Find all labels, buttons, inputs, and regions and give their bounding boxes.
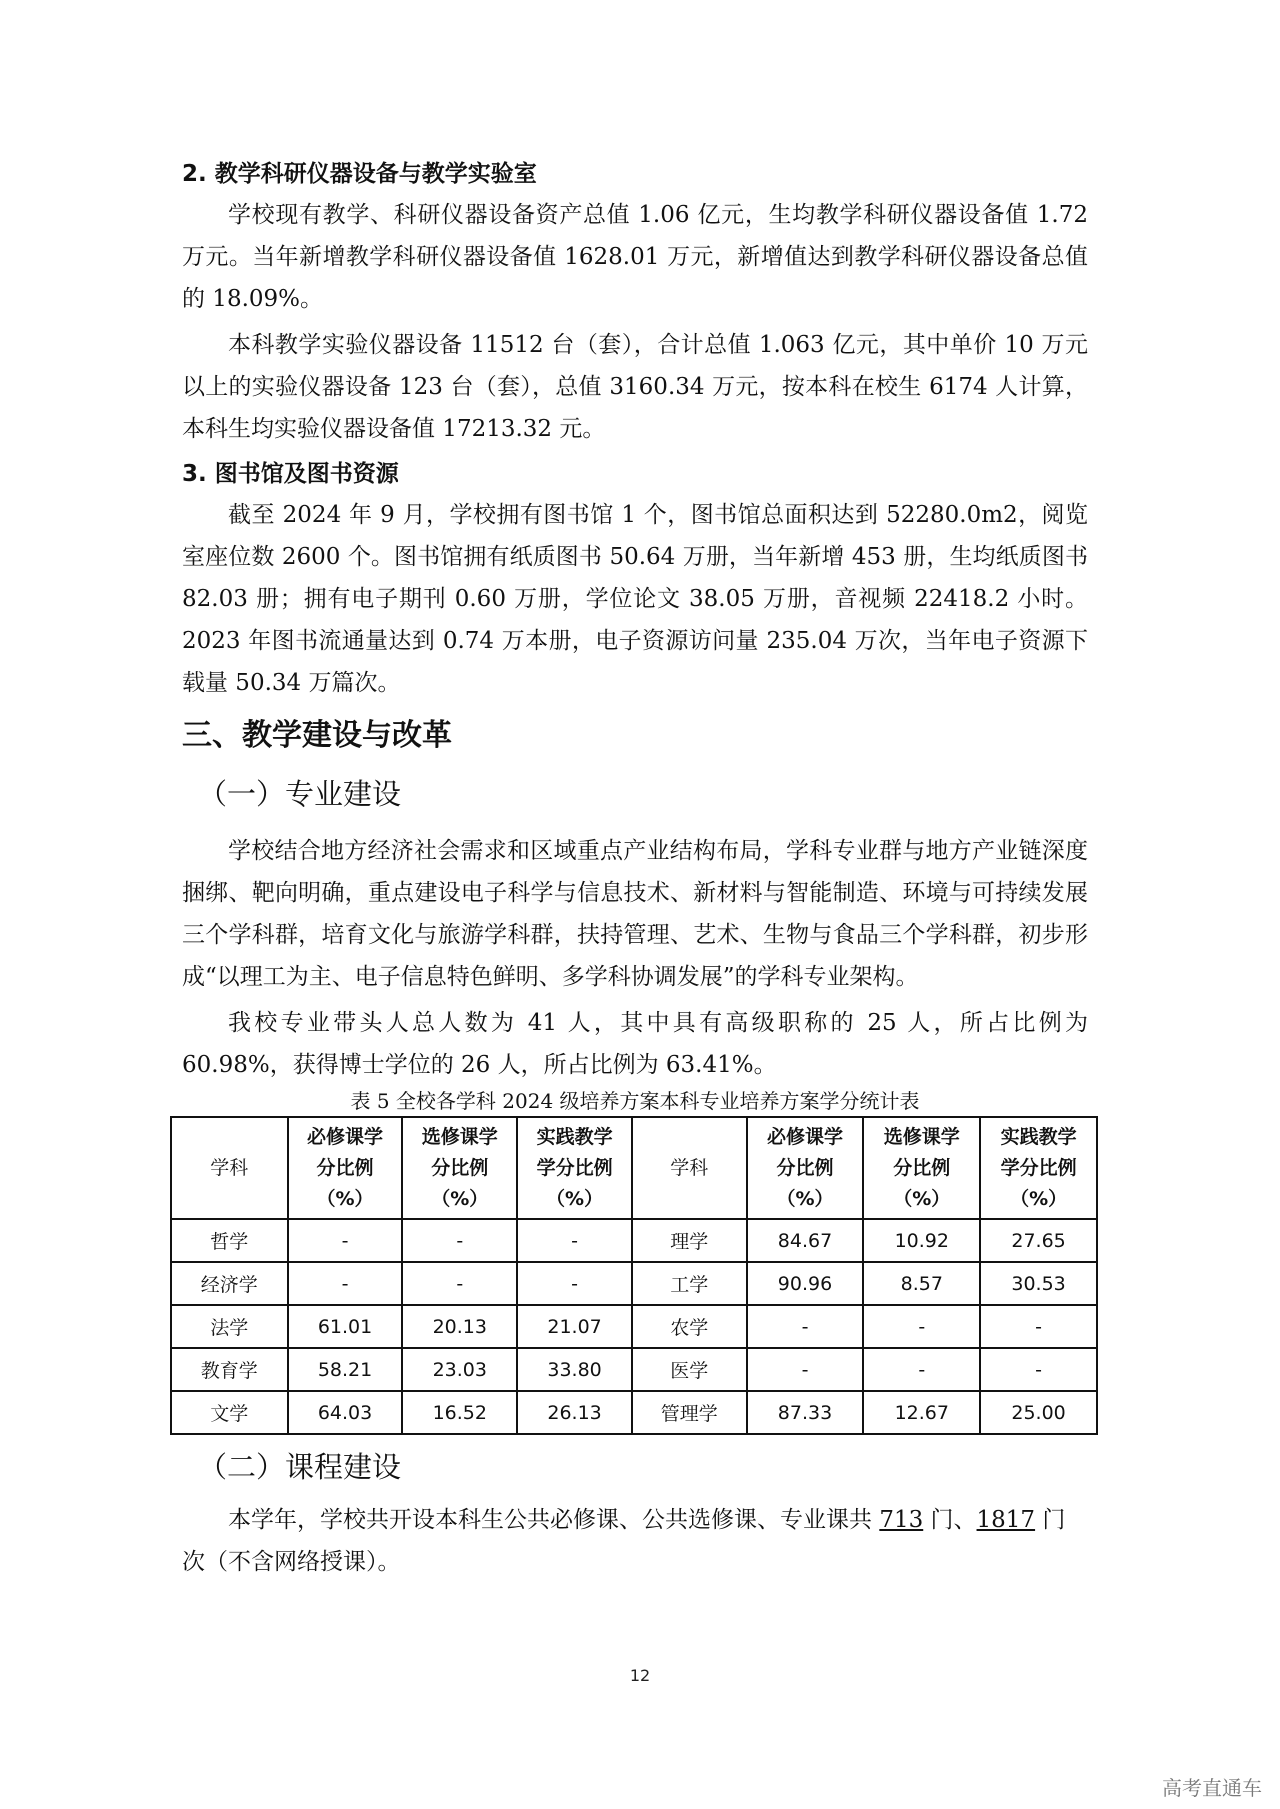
page-number: 12: [629, 1666, 651, 1685]
cell-practice: -: [517, 1262, 632, 1305]
heading-major-construction: （一）专业建设: [198, 777, 402, 811]
course-text-c: 门次（不含网络授课）。: [182, 1507, 1066, 1575]
cell-required: 84.67: [747, 1219, 864, 1262]
cell-practice: 21.07: [517, 1305, 632, 1348]
heading-library: 3. 图书馆及图书资源: [182, 461, 399, 487]
cell-subject: 哲学: [171, 1219, 288, 1262]
cell-elective: -: [863, 1305, 980, 1348]
header-required-line2: 分比例: [776, 1156, 834, 1179]
cell-elective: 20.13: [402, 1305, 517, 1348]
cell-practice: 25.00: [980, 1391, 1097, 1434]
heading-course-construction: （二）课程建设: [198, 1450, 402, 1484]
header-elective-line2: 分比例: [431, 1156, 489, 1179]
header-subject-right: 学科: [632, 1117, 747, 1219]
table-header-row: [171, 1117, 1097, 1219]
cell-elective: -: [402, 1219, 517, 1262]
cell-subject: 理学: [632, 1219, 747, 1262]
cell-required: 61.01: [288, 1305, 403, 1348]
cell-subject: 医学: [632, 1348, 747, 1391]
cell-subject: 法学: [171, 1305, 288, 1348]
cell-required: 64.03: [288, 1391, 403, 1434]
header-elective-right: [863, 1117, 980, 1219]
heading-chapter-3: 三、教学建设与改革: [182, 718, 452, 753]
cell-elective: 10.92: [863, 1219, 980, 1262]
cell-practice: 26.13: [517, 1391, 632, 1434]
cell-practice: -: [517, 1219, 632, 1262]
cell-subject: 教育学: [171, 1348, 288, 1391]
cell-subject: 经济学: [171, 1262, 288, 1305]
table-row: [171, 1391, 1097, 1434]
header-practice-line1: 实践教学: [536, 1125, 613, 1148]
cell-required: 90.96: [747, 1262, 864, 1305]
cell-required: 87.33: [747, 1391, 864, 1434]
table-row: [171, 1262, 1097, 1305]
cell-elective: 23.03: [402, 1348, 517, 1391]
cell-subject: 工学: [632, 1262, 747, 1305]
cell-practice: -: [980, 1348, 1097, 1391]
cell-practice: -: [980, 1305, 1097, 1348]
cell-subject: 农学: [632, 1305, 747, 1348]
cell-required: -: [747, 1348, 864, 1391]
header-required-line1: 必修课学: [766, 1125, 843, 1148]
cell-required: -: [288, 1219, 403, 1262]
cell-elective: 16.52: [402, 1391, 517, 1434]
header-practice-line2: 学分比例: [1000, 1156, 1077, 1179]
cell-required: -: [747, 1305, 864, 1348]
page-content: [182, 150, 1088, 1583]
header-elective-line1: 选修课学: [421, 1125, 498, 1148]
table-row: [171, 1219, 1097, 1262]
cell-practice: 33.80: [517, 1348, 632, 1391]
credits-table: [170, 1116, 1098, 1435]
watermark: 高考直通车: [1162, 1776, 1262, 1800]
header-elective-line2: 分比例: [893, 1156, 951, 1179]
header-unit: （%）: [431, 1187, 489, 1210]
course-count: 713: [879, 1507, 924, 1533]
table-row: [171, 1305, 1097, 1348]
cell-elective: -: [402, 1262, 517, 1305]
session-count: 1817: [976, 1507, 1036, 1533]
header-unit: （%）: [1010, 1187, 1068, 1210]
header-required-line1: 必修课学: [307, 1125, 384, 1148]
table-caption: 表 5 全校各学科 2024 级培养方案本科专业培养方案学分统计表: [350, 1089, 920, 1113]
header-practice-line1: 实践教学: [1000, 1125, 1077, 1148]
header-required-line2: 分比例: [316, 1156, 374, 1179]
course-text-a: 本学年，学校共开设本科生公共必修课、公共选修课、专业课共: [228, 1507, 880, 1533]
header-required-left: [288, 1117, 403, 1219]
cell-elective: 8.57: [863, 1262, 980, 1305]
header-unit: （%）: [316, 1187, 374, 1210]
header-practice-line2: 学分比例: [536, 1156, 613, 1179]
paragraph-library-1: 截至 2024 年 9 月，学校拥有图书馆 1 个，图书馆总面积达到 52280.0m2，阅览室座位数 2600 个。图书馆拥有纸质图书 50.64 万册，当年新增 453 册，生均纸质图书 82.03 册；拥有电子期刊 0.60 万册，学位论文 38.05 万册，音视频 22418.2 小时。2023 年图书流通量达到 0.74 万本册，电子资源访问量 235.04 万次，当年电子资源下载量 50.34 万篇次。: [182, 502, 1089, 696]
cell-elective: 12.67: [863, 1391, 980, 1434]
header-required-right: [747, 1117, 864, 1219]
header-subject-left: 学科: [171, 1117, 288, 1219]
cell-required: 58.21: [288, 1348, 403, 1391]
paragraph-major-2: 我校专业带头人总人数为 41 人，其中具有高级职称的 25 人，所占比例为 60.98%，获得博士学位的 26 人，所占比例为 63.41%。: [182, 1010, 1088, 1078]
header-practice-right: [980, 1117, 1097, 1219]
header-unit: （%）: [776, 1187, 834, 1210]
cell-subject: 文学: [171, 1391, 288, 1434]
cell-practice: 30.53: [980, 1262, 1097, 1305]
paragraph-course-1: [182, 1499, 1088, 1583]
cell-practice: 27.65: [980, 1219, 1097, 1262]
header-unit: （%）: [893, 1187, 951, 1210]
header-unit: （%）: [546, 1187, 604, 1210]
paragraph-equipment-1: 学校现有教学、科研仪器设备资产总值 1.06 亿元，生均教学科研仪器设备值 1.72 万元。当年新增教学科研仪器设备值 1628.01 万元，新增值达到教学科研仪器设备总值的 18.09%。: [182, 202, 1088, 312]
header-elective-line1: 选修课学: [883, 1125, 960, 1148]
cell-elective: -: [863, 1348, 980, 1391]
header-elective-left: [402, 1117, 517, 1219]
cell-subject: 管理学: [632, 1391, 747, 1434]
heading-equipment: 2. 教学科研仪器设备与教学实验室: [182, 161, 537, 187]
header-practice-left: [517, 1117, 632, 1219]
course-text-b: 门、: [923, 1507, 977, 1533]
table-row: [171, 1348, 1097, 1391]
paragraph-equipment-2: 本科教学实验仪器设备 11512 台（套），合计总值 1.063 亿元，其中单价 10 万元以上的实验仪器设备 123 台（套），总值 3160.34 万元，按本科在校生 6174 人计算，本科生均实验仪器设备值 17213.32 元。: [182, 332, 1088, 442]
paragraph-major-1: 学校结合地方经济社会需求和区域重点产业结构布局，学科专业群与地方产业链深度捆绑、靶向明确，重点建设电子科学与信息技术、新材料与智能制造、环境与可持续发展三个学科群，培育文化与旅游学科群，扶持管理、艺术、生物与食品三个学科群，初步形成“以理工为主、电子信息特色鲜明、多学科协调发展”的学科专业架构。: [182, 838, 1088, 990]
cell-required: -: [288, 1262, 403, 1305]
